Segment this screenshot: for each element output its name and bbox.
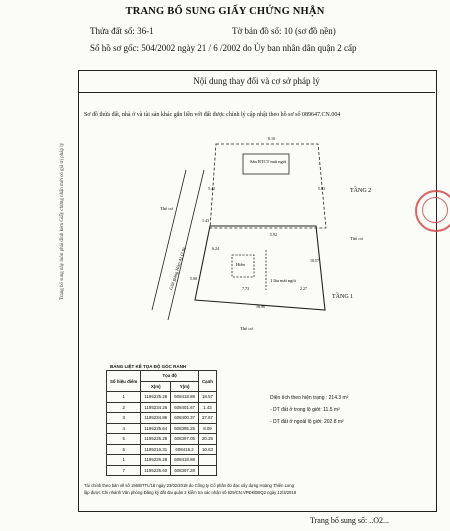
cell: 6 — [107, 444, 141, 455]
coord-table — [106, 370, 217, 476]
page-number: Trang bổ sung số: ..O2... — [310, 516, 390, 525]
area-total: Diện tích theo hiện trạng : 214.3 m² — [270, 395, 349, 401]
col-point: Số hiệu điểm — [107, 371, 141, 392]
table-row — [107, 402, 217, 413]
coord-table-title: BẢNG LIỆT KÊ TỌA ĐỘ GÓC RANH — [110, 364, 187, 369]
cell: 1195216.31 — [141, 444, 171, 455]
side-note: Trang bổ sung này luôn phải đính kèm Giấy chứng nhận mới có giá trị pháp lý — [60, 142, 65, 300]
section-subtitle: Sơ đồ thửa đất, nhà ở và tài sản khác gắn liền với đất được chỉnh lý cập nhật theo hồ sơ số 089647.CN.004 — [84, 112, 341, 118]
cell: 608395.25 — [171, 423, 199, 434]
floor1-label: TẦNG 1 — [332, 294, 354, 300]
section-title: Nội dung thay đổi và cơ sở pháp lý — [78, 70, 435, 93]
cell: 20.25 — [198, 434, 216, 445]
table-row — [107, 413, 217, 424]
cell: 1195225.64 — [141, 423, 171, 434]
area-in-boundary: - DT đất ở trong lộ giới: 11.5 m² — [270, 407, 340, 413]
cell: 7 — [107, 465, 141, 476]
note-line-2: lập được Chi nhánh Văn phòng Đăng ký đất đai quận 2 kiểm tra xác nhận số 629/CN.VPĐKĐĐQ2 ngày 12/3/2018 — [84, 490, 297, 495]
cell: 8.09 — [198, 423, 216, 434]
neighbor-label-1: Thổ cư — [160, 206, 173, 211]
parcel-sketch — [150, 130, 440, 350]
original-record-number: Số hồ sơ gốc: 504/2002 ngày 21 / 6 /2002 do Ủy ban nhân dân quận 2 cấp — [90, 43, 357, 53]
yard-label: Hiên — [236, 262, 245, 267]
dim-left-upper: 5.42 — [208, 186, 215, 191]
cell: 608415.2 — [171, 444, 199, 455]
cell: 4 — [107, 423, 141, 434]
col-y: Y(m) — [171, 381, 199, 392]
col-x: X(m) — [141, 381, 171, 392]
dim-inner: 7.73 — [242, 286, 249, 291]
area-summary — [270, 392, 348, 428]
table-row — [107, 434, 217, 445]
cell: 10.63 — [198, 444, 216, 455]
parcel-number: Thửa đất số: 36-1 — [90, 26, 154, 36]
col-coord: Tọa độ — [141, 371, 199, 382]
cell: 5 — [107, 434, 141, 445]
neighbor-label-3: Thổ cư — [240, 326, 253, 331]
cell — [198, 465, 216, 476]
dim-right-upper: 5.03 — [318, 186, 325, 191]
cell: 608400.37 — [171, 413, 199, 424]
table-header-row — [107, 371, 217, 382]
roof-label: Sân BTCT mái ngói — [250, 159, 287, 164]
cell: 608397.05 — [171, 434, 199, 445]
dim-bottom: 16.96 — [256, 304, 265, 309]
dim-left: 6.24 — [212, 246, 219, 251]
cell: 1195225.28 — [141, 434, 171, 445]
map-sheet-number: Tờ bản đồ số: 10 (sơ đồ nền) — [232, 26, 336, 36]
col-edge: Cạnh — [198, 371, 216, 392]
cell: 608397.28 — [171, 465, 199, 476]
cell: 1195234.26 — [141, 402, 171, 413]
table-row — [107, 455, 217, 466]
dim-right: 10.57 — [310, 258, 319, 263]
cell: 1 — [107, 392, 141, 403]
cell: 1 — [107, 455, 141, 466]
dim-inner-right: 2.27 — [300, 286, 307, 291]
table-row — [107, 444, 217, 455]
cell: 37.67 — [198, 413, 216, 424]
page-title: TRANG BỔ SUNG GIẤY CHỨNG NHẬN — [125, 6, 325, 17]
dim-left-lower: 5.00 — [190, 276, 197, 281]
dim-top: 8.10 — [268, 136, 275, 141]
road-label: Giải giáng Hẻm 41 (2.0) — [168, 246, 187, 291]
note-line-1: Tài chính theo bản vẽ số 156/BTTL/18 ngày 23/02/2018 do Công ty Cổ phần đo đạc xây dựng Hoàng Thiên Long — [84, 483, 294, 488]
cell: 1195225.60 — [141, 465, 171, 476]
cell: 1.43 — [198, 402, 216, 413]
area-out-boundary: - DT đất ở ngoài lộ giới: 202.8 m² — [270, 419, 344, 425]
dim-inner-top: 5.92 — [270, 232, 277, 237]
cell: 3 — [107, 413, 141, 424]
cell: 2 — [107, 402, 141, 413]
legal-note — [84, 482, 296, 496]
table-row — [107, 465, 217, 476]
cell — [198, 455, 216, 466]
cell: 1195225.28 — [141, 392, 171, 403]
cell: 608401.67 — [171, 402, 199, 413]
cell: 608418.88 — [171, 392, 199, 403]
neighbor-label-2: Thổ cư — [350, 236, 363, 241]
official-stamp — [415, 190, 450, 232]
cell: 608418.88 — [171, 455, 199, 466]
cell: 1195226.28 — [141, 455, 171, 466]
cell: 18.57 — [198, 392, 216, 403]
dim-corner: 1.43 — [202, 218, 209, 223]
cell: 1195234.86 — [141, 413, 171, 424]
table-row — [107, 392, 217, 403]
table-row — [107, 423, 217, 434]
floor2-label: TẦNG 2 — [350, 188, 372, 194]
floor1-roof-label: 1 lầu mái ngói — [270, 278, 296, 283]
